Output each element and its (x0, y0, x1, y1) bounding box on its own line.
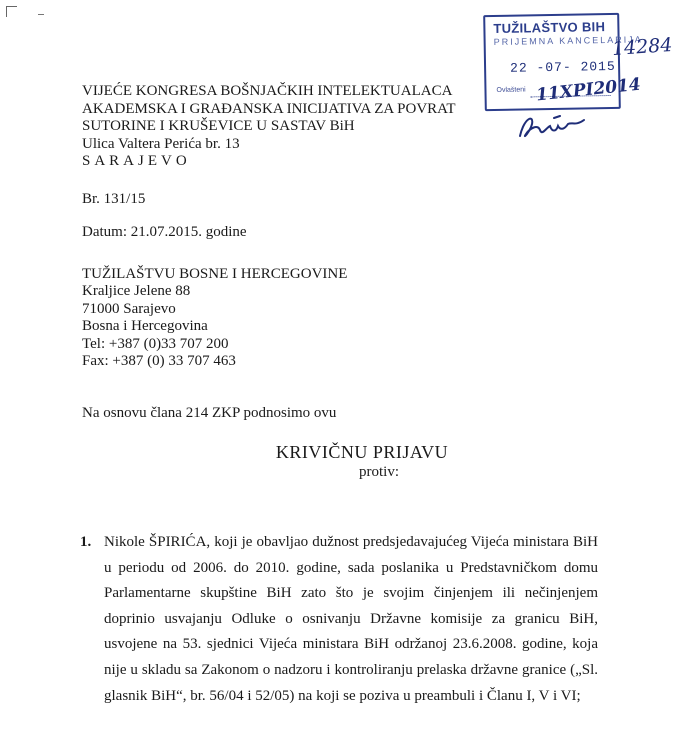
list-item (80, 530, 598, 709)
stamp-small-label: Ovlašteni (496, 86, 526, 94)
scan-mark (38, 14, 44, 15)
sender-city: SARAJEVO (82, 153, 191, 169)
stamp-title: TUŽILAŠTVO BIH (493, 19, 606, 37)
recipient-postal: 71000 Sarajevo (82, 300, 176, 317)
stamp-subtitle: PRIJEMNA KANCELARIJA (493, 34, 643, 48)
sender-address: Ulica Valtera Perića br. 13 (82, 135, 240, 152)
handwritten-reference: 11XPI2014 (535, 74, 642, 106)
sender-block (82, 83, 642, 171)
letter-body (82, 83, 642, 481)
intro-line: Na osnovu člana 214 ZKP podnosimo ovu (82, 404, 337, 421)
recipient-country: Bosna i Hercegovina (82, 318, 208, 334)
sender-line-1: VIJEĆE KONGRESA BOŠNJAČKIH INTELEKTUALACA (82, 83, 453, 99)
document-subtitle: protiv: (359, 463, 399, 480)
sender-line-2: AKADEMSKA I GRAĐANSKA INICIJATIVA ZA POVRAT (82, 100, 456, 117)
recipient-name: TUŽILAŠTVU BOSNE I HERCEGOVINE (82, 265, 348, 282)
list-item-number: 1. (80, 534, 92, 550)
sender-line-3: SUTORINE I KRUŠEVICE U SASTAV BiH (82, 118, 355, 134)
scan-corner-mark (6, 6, 17, 17)
document-date: Datum: 21.07.2015. godine (82, 224, 247, 240)
list-item-text: Nikole ŠPIRIĆA, koji je obavljao dužnost predsjedavajućeg Vijeća ministara BiH u periodu od 2006. do 2010. godine, sada poslanika u Predstavničkom domu Parlamentarne skupštine BiH zato što je svojim činjenjem ili nečinjenjem doprinio usvajanju Odluke o osnivanju Državne komisije za granicu BiH, usvojene na 53. sjednici Vijeća ministara BiH održanoj 23.6.2008. godine, koja nije u skladu sa Zakonom o nadzoru i kontroliranju prelaska državne granice („Sl. glasnik BiH“, br. 56/04 i 52/05) na koji se poziva u preambuli i Članu I, V i VI; (104, 534, 598, 704)
recipient-block (82, 266, 642, 371)
recipient-fax: Fax: +387 (0) 33 707 463 (82, 353, 236, 369)
reference-number: Br. 131/15 (82, 190, 146, 207)
recipient-street: Kraljice Jelene 88 (82, 283, 191, 299)
handwritten-number: 14284 (611, 33, 674, 61)
document-title: KRIVIČNU PRIJAVU (275, 442, 449, 462)
stamp-date: 22 -07- 2015 (509, 58, 616, 76)
recipient-tel: Tel: +387 (0)33 707 200 (82, 335, 229, 352)
